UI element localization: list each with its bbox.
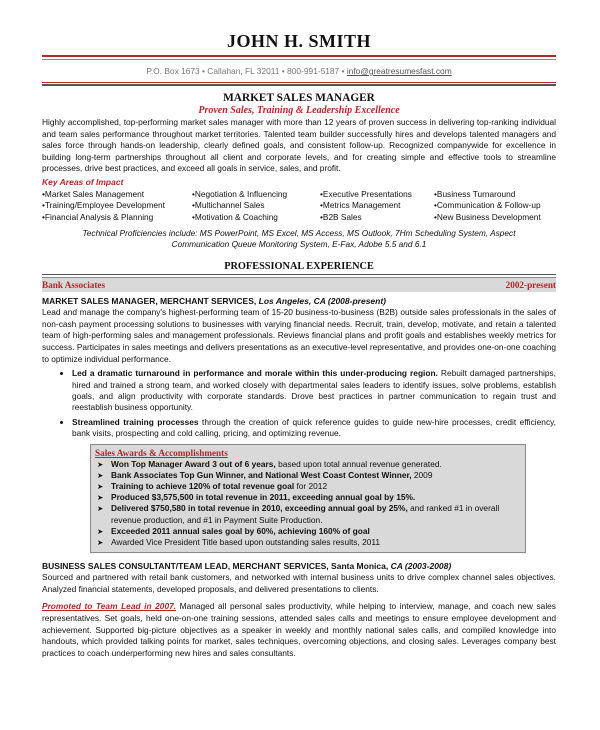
award-item — [95, 537, 517, 548]
award-item — [95, 470, 517, 481]
awards-list — [95, 459, 517, 549]
headline-subtitle: Proven Sales, Training & Leadership Excellence — [198, 105, 400, 116]
summary-paragraph: Highly accomplished, top-performing market sales manager with more than 12 years of proven success in delivering top-ranking individual and team sales performance throughout market territories. Talented team builder successfully hires and develops talented managers and sales force through hands-on leadership, clearly defined goals, and consistent follow-up. Recognized companywide for excellence in building long-term partnerships throughout all client and corporate levels, and for creating simple and effective tools to streamline processes, drive best practices, and exceed all goals in service, sales, and profit. — [42, 117, 556, 174]
contact-divider — [42, 82, 556, 86]
bullet-lead: Streamlined training processes — [72, 416, 199, 427]
contact-address: P.O. Box 1673 • Callahan, FL 32011 • 800-991-5187 • — [146, 66, 345, 76]
company-name: Bank Associates — [42, 280, 106, 291]
award-rest: 2009 — [411, 469, 433, 480]
job2-title — [42, 561, 556, 571]
key-area-item: • Multichannel Sales — [192, 200, 320, 211]
bullet-lead: Led a dramatic turnaround in performance and morale within this under-producing region. — [72, 368, 438, 379]
key-area-item: • Executive Presentations — [320, 189, 434, 200]
bullet-text: Rebuilt damaged partnerships, hired and trained a strong team, and worked closely with departmental sales leaders to identify issues, solve problems, establish goals, and align productivity with corporate standards. Drove best practices in partner communication to regain trust and reestablish business opportunity. — [72, 368, 557, 413]
job1-bullet — [72, 417, 556, 440]
bullet-text: through the creation of quick reference guides to guide new-hire processes, credit efficiency, bank visits, prospecting and cold calling, pricing, and optimizing revenue. — [72, 416, 556, 439]
experience-heading: PROFESSIONAL EXPERIENCE — [224, 261, 374, 273]
award-rest: for 2012 — [294, 481, 328, 491]
award-bold: Delivered $750,580 in total revenue in 2010, exceeding annual goal by 25%, — [111, 503, 408, 514]
job2-description: Sourced and partnered with retail bank customers, and networked with internal business units to drive complex channel sales objectives. Analyzed financial statements, developed proposals, and delivered presentations to clients. — [42, 572, 556, 594]
award-rest: and ranked #1 in overall revenue production, and #1 in Payment Suite Production. — [111, 503, 500, 525]
job2-location-dates: CA (2003-2008) — [390, 561, 452, 572]
key-areas-grid — [42, 189, 556, 223]
key-area-item: • B2B Sales — [320, 212, 434, 223]
technical-line-1: Technical Proficiencies include: MS PowerPoint, MS Excel, MS Access, MS Outlook, 7Hm Scheduling System, Aspect — [82, 228, 516, 239]
award-item — [95, 459, 517, 470]
awards-heading: Sales Awards & Accomplishments — [95, 447, 228, 458]
key-area-item: • Business Turnaround — [434, 189, 554, 200]
email-link[interactable]: info@greatresumesfast.com — [346, 66, 452, 76]
key-area-item: • New Business Development — [434, 212, 554, 223]
award-bold: Exceeded 2011 annual sales goal by 60%, achieving 160% of goal — [111, 525, 370, 536]
company-dates: 2002-present — [505, 280, 556, 291]
technical-line-2: Communication Queue Monitoring System, E-Fax, Adobe 5.5 and 6.1 — [171, 239, 427, 250]
job1-location: Los Angeles, CA (2008-present) — [258, 296, 387, 307]
award-bold: Training to achieve 120% of total revenue goal — [111, 481, 295, 491]
key-area-item: • Training/Employee Development — [42, 200, 192, 211]
key-area-item: • Communication & Follow-up — [434, 200, 554, 211]
key-area-item: • Financial Analysis & Planning — [42, 212, 192, 223]
award-item — [95, 503, 517, 525]
promotion-text: Managed all personal sales productivity, while helping to interview, manage, and coach new sales representatives. Set goals, held one-on-one training sessions, attended sales calls and meetings to ensure employee development and achievement. Supported big-picture objectives as a speaker in weekly and monthly national sales calls, and compiled knowledge into handouts, which provided talking points for market, sales techniques, overcoming objections, and closing sales. Leverages company best practices to coach underperforming new hires and sales consultants. — [42, 601, 556, 658]
technical-proficiencies — [42, 228, 556, 250]
job1-bullets — [42, 368, 556, 439]
key-area-item: • Metrics Management — [320, 200, 434, 211]
award-bold: Won Top Manager Award 3 out of 6 years, — [111, 458, 276, 469]
job2-promotion — [42, 601, 556, 659]
experience-divider — [42, 274, 556, 275]
job1-title-text: MARKET SALES MANAGER, MERCHANT SERVICES, — [42, 296, 257, 307]
key-areas-label: Key Areas of Impact — [42, 176, 124, 187]
job1-description: Lead and manage the company's highest-performing team of 15-20 business-to-business (B2B) outside sales professionals in the sales of non-cash payment processing solutions to businesses with varying financial needs. Recruit, train, develop, motivate, and retain a talented team of high-performing sales and management professionals. Reviews financial plans and profit goals and establishes weekly metrics for success. Participates in sales meetings and delivers presentations as an executive-level representative, and provides one-on-one coaching to optimize individual performance. — [42, 307, 556, 364]
header-divider-red — [42, 55, 556, 57]
award-item — [95, 492, 517, 503]
job2-location: Santa Monica, — [331, 561, 389, 572]
job1-title — [42, 296, 556, 306]
key-area-item: • Motivation & Coaching — [192, 212, 320, 223]
job2-title-text: BUSINESS SALES CONSULTANT/TEAM LEAD, MERCHANT SERVICES, — [42, 561, 329, 572]
contact-line — [42, 66, 556, 78]
key-area-item: • Negotiation & Influencing — [192, 189, 320, 200]
award-item — [95, 481, 517, 492]
headline-title: MARKET SALES MANAGER — [223, 92, 375, 104]
candidate-name: JOHN H. SMITH — [226, 31, 371, 51]
key-area-item: • Market Sales Management — [42, 189, 192, 200]
job1-bullet — [72, 368, 556, 414]
award-item — [95, 526, 517, 537]
award-rest: Awarded Vice President Title based upon outstanding sales results, 2011 — [111, 537, 381, 548]
company-bar — [42, 277, 556, 292]
promotion-lead: Promoted to Team Lead in 2007. — [42, 601, 177, 612]
awards-box — [90, 444, 526, 554]
award-rest: based upon total annual revenue generated. — [275, 458, 442, 469]
header-divider-gray — [42, 59, 556, 60]
award-bold: Bank Associates Top Gun Winner, and National West Coast Contest Winner, — [111, 469, 412, 480]
award-bold: Produced $3,575,500 in total revenue in 2011, exceeding annual goal by 15%. — [111, 492, 416, 503]
